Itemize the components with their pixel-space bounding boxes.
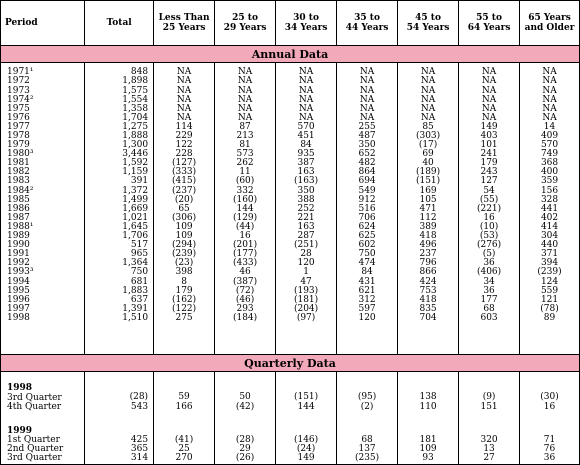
year-1999-label: 1999 (7, 425, 33, 436)
annual-data-label: Annual Data (1, 46, 580, 63)
q1999-55-64-col: 320 13 27 (459, 413, 520, 465)
annual-45-54-col: NA NA NA NA NA NA 85 (303) (17) 69 40 (189) (151) 169 105 471 112 389 418 496 237 796 866 424 753 418 835 704 (398, 63, 459, 355)
q1998-45-54-col: 138 110 (398, 372, 459, 413)
q1998-period-col (1, 372, 85, 413)
q1999-lt25-col: (41) 25 270 (154, 413, 215, 465)
q1999-30-34-col: (146) (24) 149 (276, 413, 337, 465)
q1999-periods: 1st Quarter 2nd Quarter 3rd Quarter (7, 434, 64, 463)
header-65-older: 65 Years and Older (520, 1, 580, 46)
annual-total-col: 848 1,898 1,575 1,554 1,358 1,704 1,275 1,888 1,300 3,446 1,592 1,159 391 1,372 1,499 1,669 1,021 1,645 1,706 517 965 1,364 750 681 1,883 637 1,391 1,510 (85, 63, 154, 355)
header-lt25: Less Than 25 Years (154, 1, 215, 46)
q1998-total-col: (28) 543 (85, 372, 154, 413)
q1999-period-col (1, 413, 85, 465)
q1999-25-29-col: (28) 29 (26) (215, 413, 276, 465)
q1999-65-older-col: 71 76 36 (520, 413, 580, 465)
header-55-64: 55 to 64 Years (459, 1, 520, 46)
quarterly-1999-rows (1, 413, 580, 465)
annual-30-34-col: NA NA NA NA NA NA 570 451 84 935 387 163 (163) 350 388 252 221 163 287 (251) 28 120 1 47 (193) (181) (204) (97) (276, 63, 337, 355)
header-row (1, 1, 580, 46)
year-1998-label: 1998 (7, 383, 33, 394)
quarterly-band (1, 355, 580, 372)
q1999-45-54-col: 181 109 93 (398, 413, 459, 465)
q1999-35-44-col: 68 137 (235) (337, 413, 398, 465)
header-45-54: 45 to 54 Years (398, 1, 459, 46)
q1998-55-64-col: (9) 151 (459, 372, 520, 413)
quarterly-data-label: Quarterly Data (1, 355, 580, 372)
annual-65-older-col: NA NA NA NA NA NA 14 409 570 749 368 400 359 156 328 441 402 414 304 440 371 394 (239) 124 559 121 (78) 89 (520, 63, 580, 355)
header-25-29: 25 to 29 Years (215, 1, 276, 46)
annual-lt25-col: NA NA NA NA NA NA 114 229 122 228 (127) (333) (415) (237) (20) 65 (306) 109 109 (294) (239) (23) 398 8 179 (162) (122) 275 (154, 63, 215, 355)
annual-35-44-col: NA NA NA NA NA NA 255 487 350 652 482 864 694 549 912 516 706 624 625 602 750 474 84 431 621 312 597 120 (337, 63, 398, 355)
header-total: Total (85, 1, 154, 46)
annual-25-29-col: NA NA NA NA NA NA 87 213 81 573 262 11 (60) 332 (160) 144 (129) (44) 16 (201) (177) (433) 46 (387) (72) (46) 293 (184) (215, 63, 276, 355)
q1998-25-29-col: 50 (42) (215, 372, 276, 413)
quarterly-1998-rows (1, 372, 580, 413)
q1999-total-col: 425 365 314 (85, 413, 154, 465)
header-35-44: 35 to 44 Years (337, 1, 398, 46)
annual-55-64-col: NA NA NA NA NA NA 149 403 101 241 179 243 127 54 (55) (221) 16 (10) (53) (276) (5) 36 (406) 34 36 177 68 603 (459, 63, 520, 355)
annual-period-col: 1971¹ 1972 1973 1974² 1975 1976 1977 1978 1979 1980³ 1981 1982 1983 1984² 1985 1986 1987 1988¹ 1989 1990 1991 1992 1993³ 1994 1995 1996 1997 1998 (1, 63, 85, 355)
q1998-35-44-col: (95) (2) (337, 372, 398, 413)
q1998-lt25-col: 59 166 (154, 372, 215, 413)
annual-rows (1, 63, 580, 355)
header-period: Period (1, 1, 85, 46)
annual-band (1, 46, 580, 63)
q1998-30-34-col: (151) 144 (276, 372, 337, 413)
q1998-65-older-col: (30) 16 (520, 372, 580, 413)
q1998-periods: 3rd Quarter 4th Quarter (7, 392, 62, 412)
header-30-34: 30 to 34 Years (276, 1, 337, 46)
